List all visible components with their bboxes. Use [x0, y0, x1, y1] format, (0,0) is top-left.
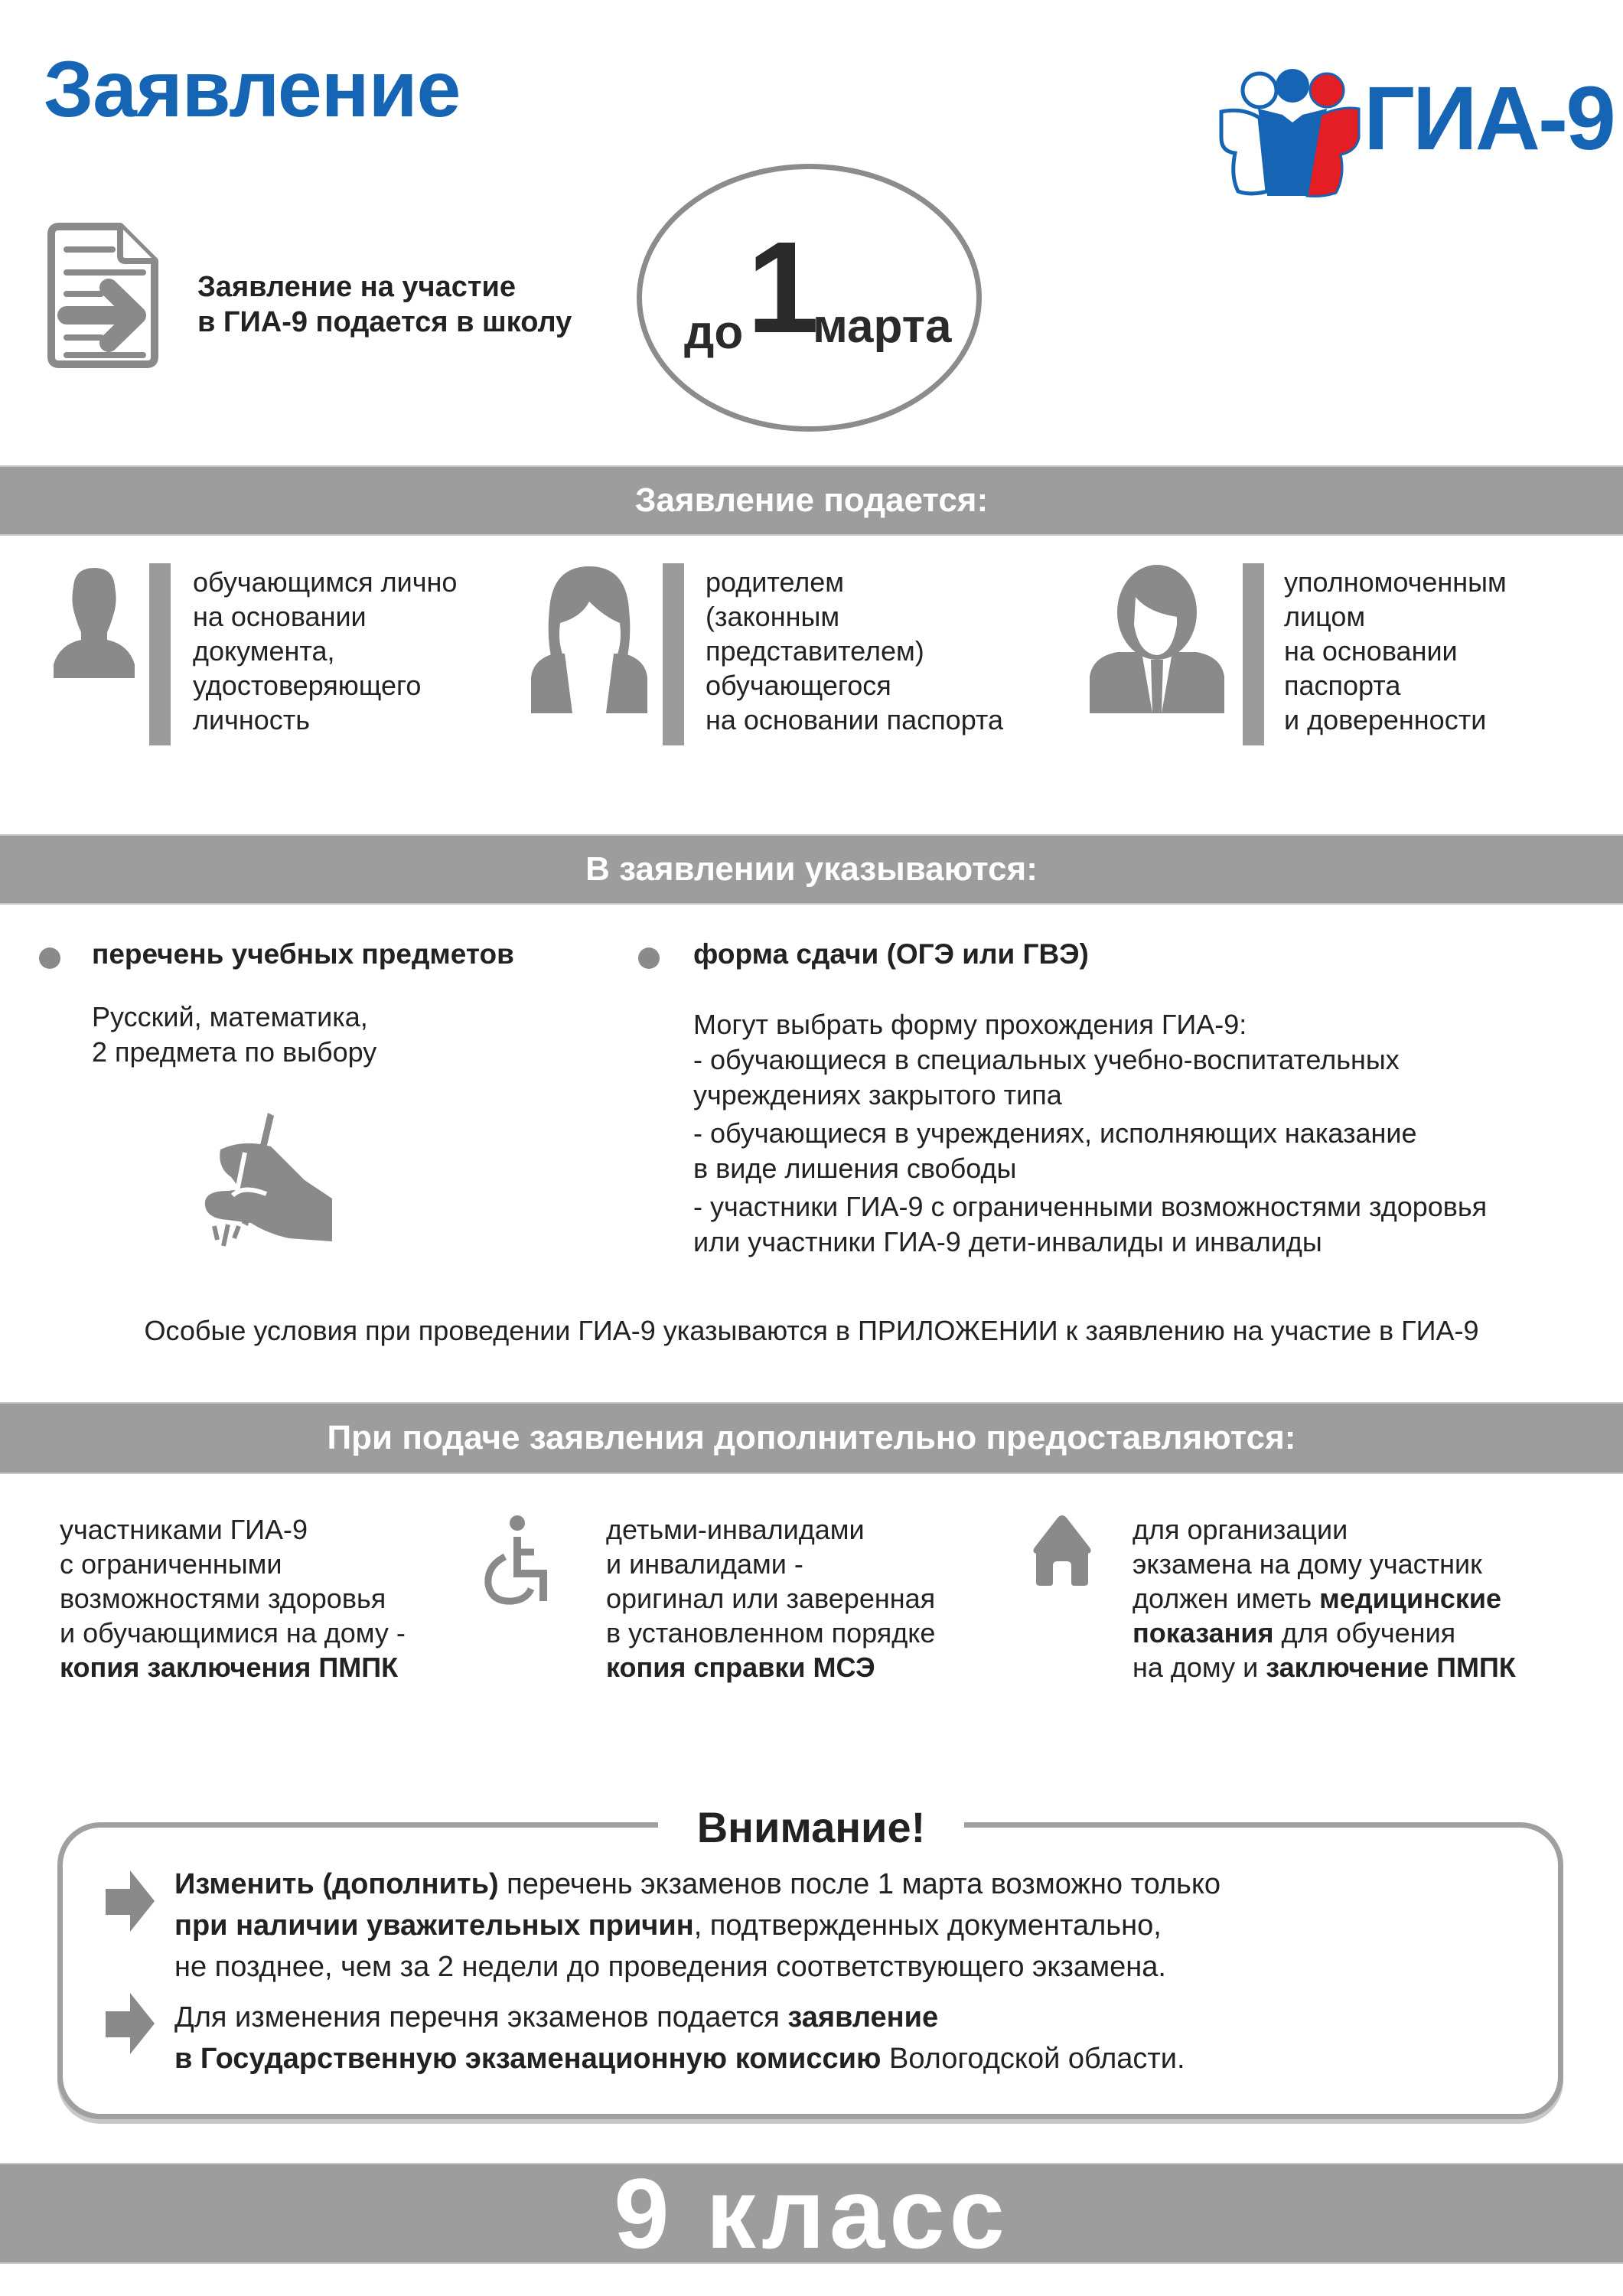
- arrow-right-icon: [106, 1870, 155, 1936]
- subjects-text: Русский, математика, 2 предмета по выбору: [92, 1001, 377, 1068]
- grade-banner: 9 класс: [0, 2163, 1623, 2264]
- intro-text: [197, 269, 572, 340]
- divider-bar: [149, 563, 171, 745]
- additional-col-home: для организации экзамена на дому участник должен иметь медицинские показания для обучения на дому и заключение ПМПК: [1133, 1514, 1516, 1683]
- additional-col-ovz: участниками ГИА-9 с ограниченными возможностями здоровья и обучающимися на дому - копия заключения ПМПК: [60, 1514, 406, 1683]
- authorized-man-icon: [1087, 563, 1227, 717]
- form-title: форма сдачи (ОГЭ или ГВЭ): [693, 938, 1089, 970]
- bullet-icon: [638, 947, 660, 969]
- special-conditions-note: Особые условия при проведении ГИА-9 указываются в ПРИЛОЖЕНИИ к заявлению на участие в ГИА-9: [144, 1315, 1479, 1346]
- wheelchair-icon: [481, 1514, 557, 1609]
- house-icon: [1031, 1514, 1093, 1591]
- additional-col-disabled: детьми-инвалидами и инвалидами - оригинал или заверенная в установленном порядке копия справки МСЭ: [606, 1514, 936, 1683]
- subjects-title: перечень учебных предметов: [92, 938, 514, 970]
- intro-line-1: Заявление на участие: [197, 271, 516, 303]
- bullet-icon: [39, 947, 60, 969]
- document-arrow-icon: [44, 219, 162, 370]
- submitter-student-text: обучающимся лично на основании документа, удостоверяющего личность: [193, 566, 458, 735]
- student-icon: [52, 563, 136, 682]
- parent-woman-icon: [528, 563, 650, 717]
- hand-writing-icon: [197, 1111, 335, 1253]
- arrow-right-icon: [106, 1993, 155, 2058]
- deadline-month: марта: [813, 300, 952, 353]
- submitter-authorized-text: уполномоченным лицом на основании паспорта и доверенности: [1284, 566, 1507, 735]
- divider-bar: [1243, 563, 1264, 745]
- attention-title: Внимание!: [658, 1800, 964, 1855]
- attention-paragraph-1: Изменить (дополнить) перечень экзаменов после 1 марта возможно только при наличии уважительных причин, подтвержденных документально, не позднее, чем за 2 недели до проведения соответствующего экзамена.: [174, 1868, 1221, 1983]
- gia9-logo: [1212, 61, 1614, 199]
- divider-bar: [663, 563, 684, 745]
- deadline-number: 1: [747, 215, 820, 360]
- deadline-ellipse: [637, 164, 982, 432]
- section-heading-additional: При подаче заявления дополнительно предоставляются:: [0, 1402, 1623, 1474]
- attention-paragraph-2: Для изменения перечня экзаменов подается заявление в Государственную экзаменационную комиссию Вологодской области.: [174, 2001, 1185, 2075]
- form-text: Могут выбрать форму прохождения ГИА-9: - обучающиеся в специальных учебно-воспитательных учреждениях закрытого типа - обучающиеся в учреждениях, исполняющих наказание в виде лишения свободы - участники ГИА-9 с ограниченными возможностями здоровья или участники ГИА-9 дети-инвалиды и инвалиды: [693, 1009, 1488, 1257]
- section-heading-contents: В заявлении указываются:: [0, 834, 1623, 905]
- logo-text: ГИА-9: [1364, 68, 1614, 169]
- page-title: Заявление: [44, 45, 461, 134]
- submitter-parent-text: родителем (законным представителем) обучающегося на основании паспорта: [706, 566, 1004, 735]
- gia-people-logo-icon: [1212, 61, 1365, 199]
- intro-line-2: в ГИА-9 подается в школу: [197, 306, 572, 338]
- section-heading-submitted-by: Заявление подается:: [0, 465, 1623, 536]
- deadline-prefix: до: [684, 306, 744, 359]
